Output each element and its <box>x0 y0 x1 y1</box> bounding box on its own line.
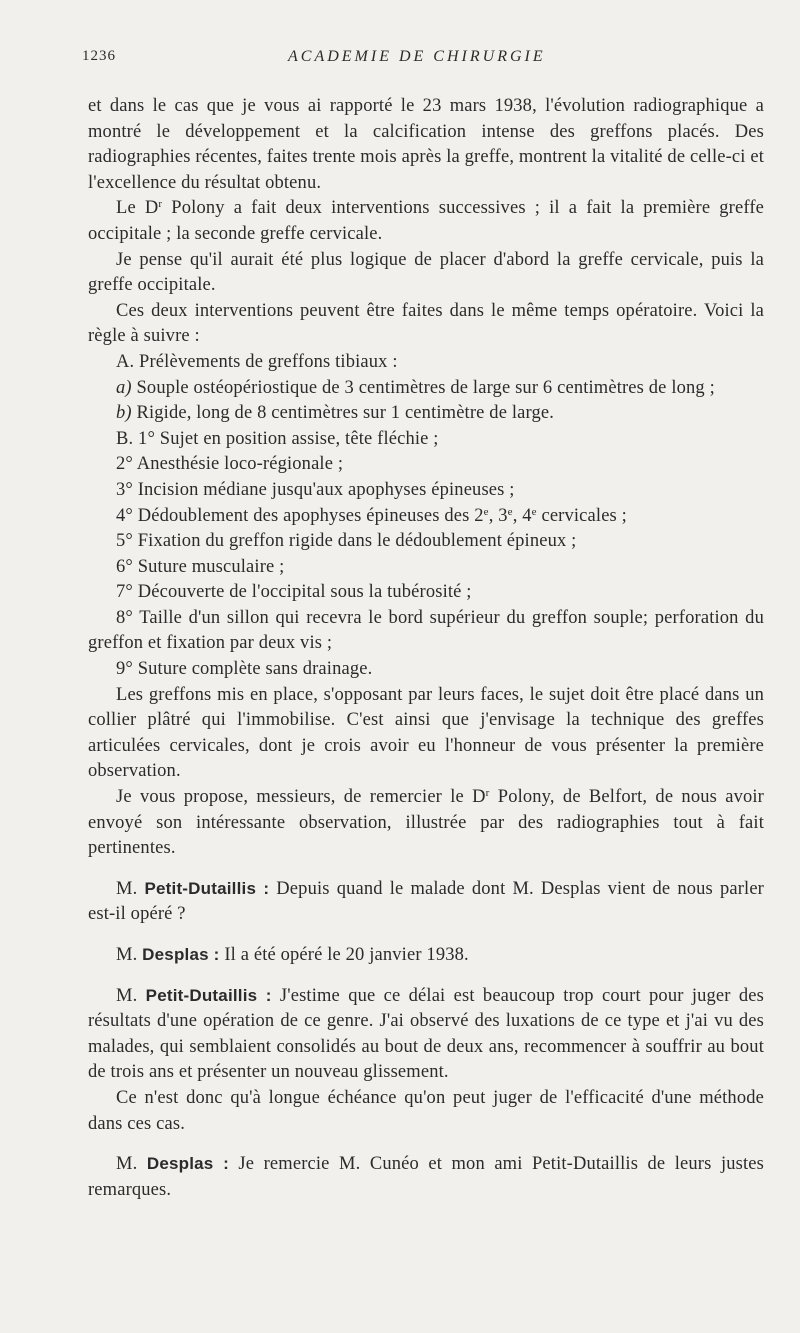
discussion-entry: M. Petit-Dutaillis : J'estime que ce délai est beaucoup trop court pour juger des résultats d'une opération de ce genre. J'ai observé des luxations de ce type et j'ai vu des malades, qui semblaient consolidés au bout de deux ans, recommencer à souffrir au bout de trois ans et présenter un nouveau glissement. <box>88 985 764 1083</box>
list-item: 2° Anesthésie loco-régionale ; <box>116 454 344 475</box>
document-page <box>82 48 765 1203</box>
running-title: ACADEMIE DE CHIRURGIE <box>288 48 546 65</box>
list-item: 6° Suture musculaire ; <box>116 556 285 577</box>
list-heading: A. Prélèvements de greffons tibiaux : <box>116 351 398 372</box>
list-item: B. 1° Sujet en position assise, tête fléchie ; <box>116 428 439 449</box>
list-item: b) Rigide, long de 8 centimètres sur 1 centimètre de large. <box>116 403 554 424</box>
list-item: 9° Suture complète sans drainage. <box>116 659 373 680</box>
paragraph: et dans le cas que je vous ai rapporté le 23 mars 1938, l'évolution radiographique a montré le développement et la calcification intense des greffons placés. Des radiographies récentes, faites trente mois après la greffe, montrent la vitalité de celle-ci et l'excellence du résultat obtenu. <box>88 96 765 193</box>
paragraph: Ces deux interventions peuvent être faites dans le même temps opératoire. Voici la règle à suivre : <box>88 300 764 347</box>
list-item: a) Souple ostéopériostique de 3 centimètres de large sur 6 centimètres de long ; <box>116 377 715 398</box>
list-item: 5° Fixation du greffon rigide dans le dédoublement épineux ; <box>116 531 577 552</box>
speaker-name: Desplas : <box>142 945 220 964</box>
list-item: 7° Découverte de l'occipital sous la tubérosité ; <box>116 582 472 603</box>
paragraph: Les greffons mis en place, s'opposant par leurs faces, le sujet doit être placé dans un collier plâtré qui l'immobilise. C'est ainsi que j'envisage la technique des greffes articulées cervicales, dont je crois avoir eu l'honneur de vous présenter la première observation. <box>88 684 764 782</box>
speaker-name: Petit-Dutaillis : <box>145 985 272 1005</box>
page-number: 1236 <box>82 48 116 64</box>
discussion-entry: M. Desplas : Je remercie M. Cunéo et mon ami Petit-Dutaillis de leurs justes remarques. <box>88 1154 764 1200</box>
discussion-entry: M. Petit-Dutaillis : Depuis quand le malade dont M. Desplas vient de nous parler est-il opéré ? <box>88 878 764 925</box>
speaker-name: Desplas : <box>146 1154 229 1174</box>
list-item: 8° Taille d'un sillon qui recevra le bord supérieur du greffon souple; perforation du greffon et fixation par deux vis ; <box>88 607 764 654</box>
paragraph: Ce n'est donc qu'à longue échéance qu'on peut juger de l'efficacité d'une méthode dans ces cas. <box>88 1087 764 1134</box>
list-item: 3° Incision médiane jusqu'aux apophyses épineuses ; <box>116 479 515 500</box>
paragraph: Le $D^r$ Polony a fait deux interventions successives ; il a fait la première greffe occipitale ; la seconde greffe cervicale. <box>88 198 764 244</box>
paragraph: Je vous propose, messieurs, de remercier le $D^r$ Polony, de Belfort, de nous avoir envoyé son intéressante observation, illustrée par des radiographies tout à fait pertinentes. <box>88 787 764 859</box>
page-header <box>82 48 764 72</box>
discussion-entry: M. Desplas : Il a été opéré le 20 janvier 1938. <box>116 945 469 965</box>
list-item: 4° Dédoublement des apophyses épineuses des 2e, 3e, 4e cervicales ; <box>116 505 627 526</box>
paragraph: Je pense qu'il aurait été plus logique de placer d'abord la greffe cervicale, puis la greffe occipitale. <box>88 249 764 296</box>
speaker-name: Petit-Dutaillis : <box>144 878 270 898</box>
